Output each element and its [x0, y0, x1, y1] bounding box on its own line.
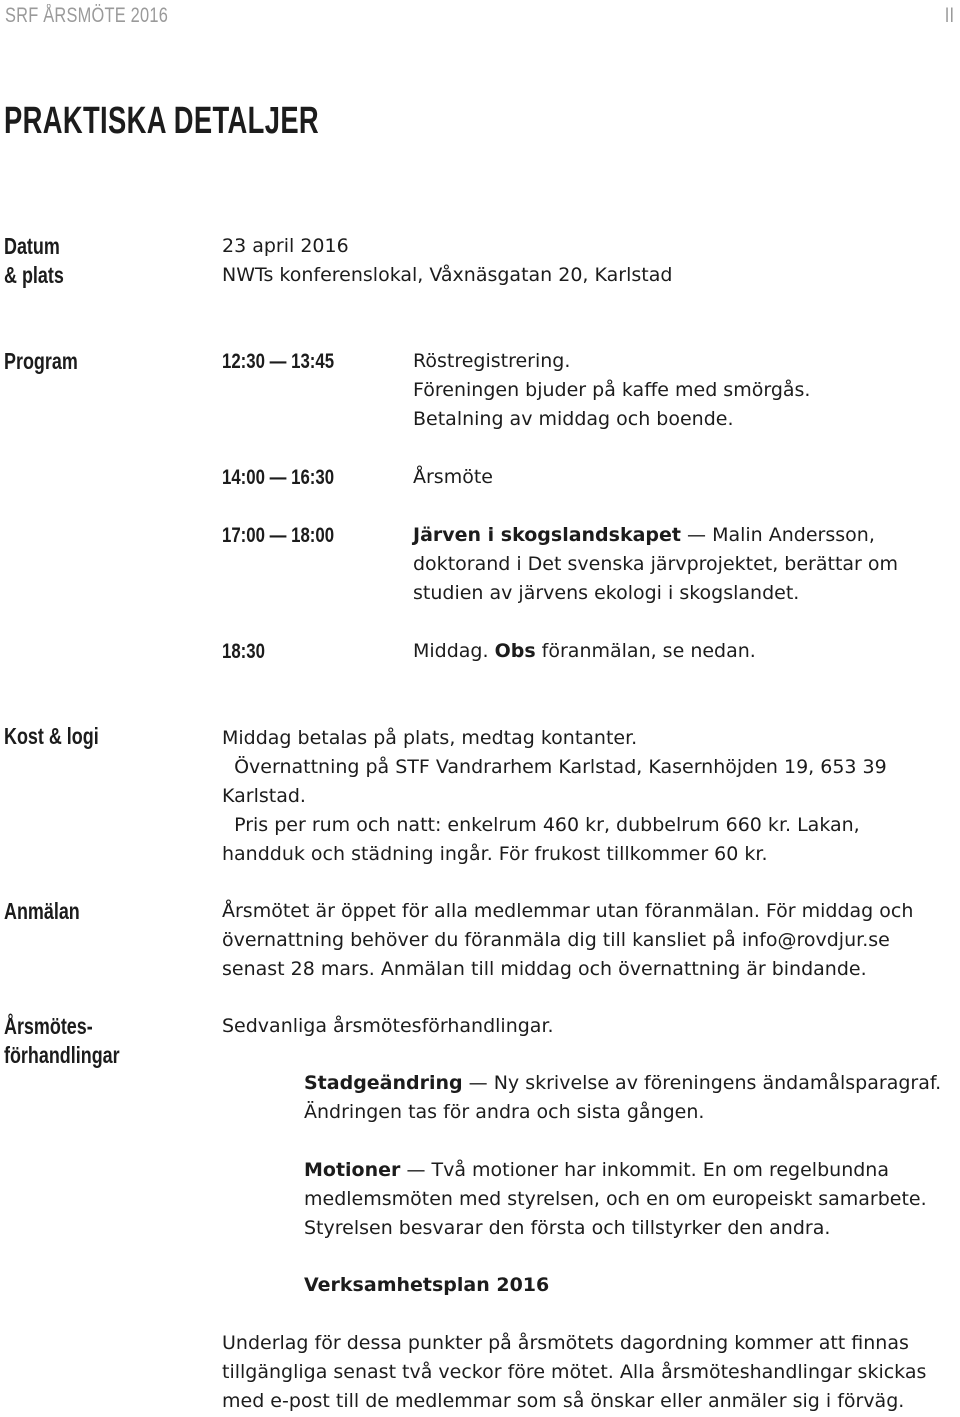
kost-line: Övernattning på STF Vandrarhem Karlstad, Kasernhöjden 19, 653 39 — [222, 756, 887, 778]
program-line: Betalning av middag och boende. — [413, 408, 734, 430]
agenda-item-line: Styrelsen besvarar den första och tillstyrker den andra. — [304, 1217, 831, 1239]
section-label-datum: Datum — [4, 233, 60, 259]
program-line: Röstregistrering. — [413, 350, 571, 372]
program-time: 17:00 — 18:00 — [222, 524, 335, 547]
section-label-anmalan: Anmälan — [4, 898, 80, 924]
program-time: 18:30 — [222, 640, 265, 663]
kost-line: Pris per rum och natt: enkelrum 460 kr, dubbelrum 660 kr. Lakan, — [222, 814, 860, 836]
program-time: 12:30 — 13:45 — [222, 350, 335, 373]
agenda-item-stadgeandring: Stadgeändring — Ny skrivelse av föreningens ändamålsparagraf. — [304, 1072, 942, 1094]
anmalan-line: övernattning behöver du föranmäla dig till kansliet på info@rovdjur.se — [222, 929, 890, 951]
program-line: Järven i skogslandskapet — Malin Andersson, — [413, 524, 875, 546]
program-line: studien av järvens ekologi i skogslandet. — [413, 582, 800, 604]
event-place: NWTs konferenslokal, Våxnäsgatan 20, Karlstad — [222, 264, 673, 286]
section-label-forhandlingar: förhandlingar — [4, 1042, 120, 1068]
program-time: 14:00 — 16:30 — [222, 466, 335, 489]
kost-line: Karlstad. — [222, 785, 306, 807]
section-label-program: Program — [4, 348, 78, 374]
kost-line: Middag betalas på plats, medtag kontanter. — [222, 727, 638, 749]
program-line: doktorand i Det svenska järvprojektet, berättar om — [413, 553, 899, 575]
anmalan-line: Årsmötet är öppet för alla medlemmar utan föranmälan. För middag och — [222, 900, 914, 922]
agenda-item-verksamhetsplan: Verksamhetsplan 2016 — [304, 1274, 550, 1296]
section-label-arsmotes: Årsmötes- — [4, 1013, 93, 1039]
program-line: Middag. Obs föranmälan, se nedan. — [413, 640, 756, 662]
agenda-item-line: medlemsmöten med styrelsen, och en om europeiskt samarbete. — [304, 1188, 927, 1210]
outro-line: tillgängliga senast två veckor före mötet. Alla årsmöteshandlingar skickas — [222, 1361, 927, 1383]
section-label-plats: & plats — [4, 262, 64, 288]
talk-title: Järven i skogslandskapet — [413, 524, 681, 546]
section-label-kost: Kost & logi — [4, 723, 99, 749]
outro-line: Underlag för dessa punkter på årsmötets dagordning kommer att finnas — [222, 1332, 909, 1354]
program-line: Föreningen bjuder på kaffe med smörgås. — [413, 379, 811, 401]
arsmotes-intro: Sedvanliga årsmötesförhandlingar. — [222, 1015, 554, 1037]
program-line: Årsmöte — [413, 466, 493, 488]
agenda-item-line: Ändringen tas för andra och sista gången. — [304, 1101, 705, 1123]
kost-line: handduk och städning ingår. För frukost tillkommer 60 kr. — [222, 843, 768, 865]
outro-line: med e-post till de medlemmar som så önskar eller anmäler sig i förväg. — [222, 1390, 905, 1412]
page-number: II — [944, 4, 954, 27]
event-date: 23 april 2016 — [222, 235, 349, 257]
page-title: PRAKTISKA DETALJER — [4, 100, 320, 142]
running-header: SRF ÅRSMÖTE 2016 — [5, 4, 169, 27]
anmalan-line: senast 28 mars. Anmälan till middag och övernattning är bindande. — [222, 958, 867, 980]
agenda-item-motioner: Motioner — Två motioner har inkommit. En om regelbundna — [304, 1159, 889, 1181]
